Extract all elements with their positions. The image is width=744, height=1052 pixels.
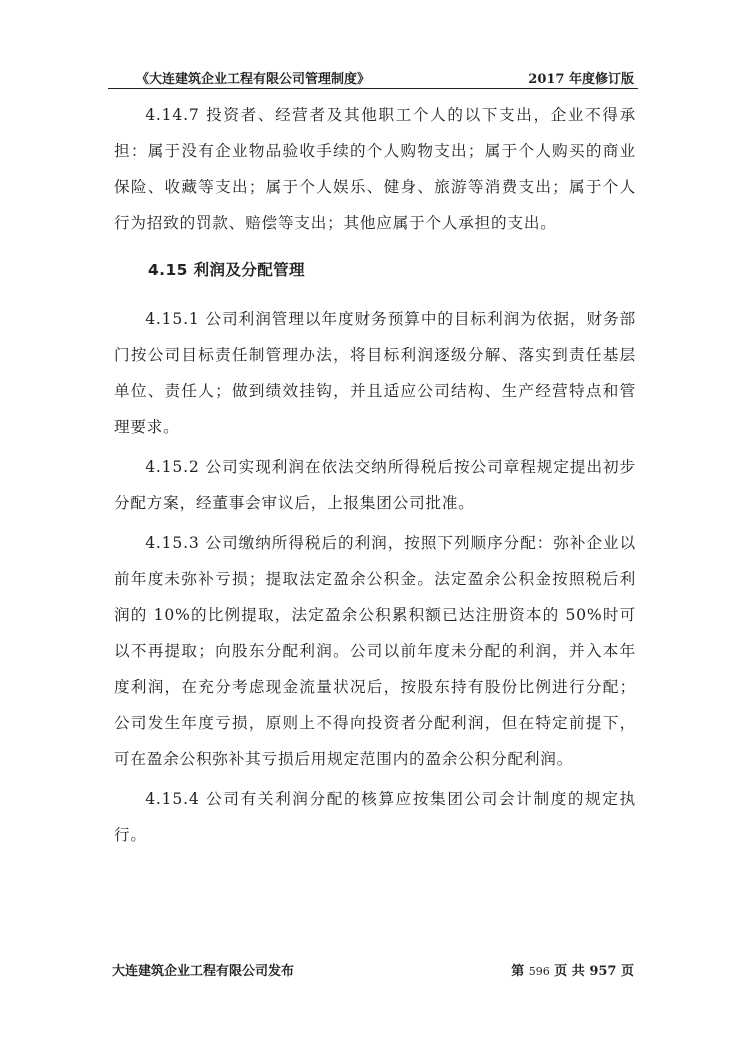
paragraph-4-14-7: 4.14.7 投资者、经营者及其他职工个人的以下支出，企业不得承担：属于没有企业物品验收手续的个人购物支出；属于个人购买的商业保险、收藏等支出；属于个人娱乐、健身、旅游等消费支出；属于个人行为招致的罚款、赔偿等支出；其他应属于个人承担的支出。: [114, 106, 636, 232]
publisher-label: 大连建筑企业工程有限公司发布: [112, 964, 295, 979]
section-heading: 4.15 利润及分配管理: [148, 261, 305, 279]
paragraph-4-15-2: 4.15.2 公司实现利润在依法交纳所得税后按公司章程规定提出初步分配方案，经董事会审议后，上报集团公司批准。: [114, 458, 636, 512]
page-prefix: 第: [511, 964, 529, 979]
document-body: [114, 97, 636, 857]
page-header: [108, 66, 638, 89]
paragraph-4-15-3: 4.15.3 公司缴纳所得税后的利润，按照下列顺序分配：弥补企业以前年度未弥补亏损；提取法定盈余公积金。法定盈余公积金按照税后利润的 10%的比例提取，法定盈余公积累积额已达注册资本的 50%时可以不再提取；向股东分配利润。公司以前年度未分配的利润，并入本年度利润，在充分考虑现金流量状况后，按股东持有股份比例进行分配；公司发生年度亏损，原则上不得向投资者分配利润，但在特定前提下，可在盈余公积弥补其亏损后用规定范围内的盈余公积分配利润。: [114, 534, 636, 768]
paragraph-4-15-4: 4.15.4 公司有关利润分配的核算应按集团公司会计制度的规定执行。: [114, 790, 636, 844]
page-middle: 页 共: [549, 964, 590, 979]
paragraph-4-15-1: 4.15.1 公司利润管理以年度财务预算中的目标利润为依据，财务部门按公司目标责任制管理办法，将目标利润逐级分解、落实到责任基层单位、责任人；做到绩效挂钩，并且适应公司结构、生产经营特点和管理要求。: [114, 310, 636, 436]
page-footer: [108, 958, 638, 982]
revision-label: 2017 年度修订版: [528, 72, 634, 87]
document-title: 《大连建筑企业工程有限公司管理制度》: [136, 72, 371, 87]
page-suffix: 页: [616, 964, 634, 979]
total-pages: 957: [589, 964, 617, 979]
page-number: [511, 960, 634, 979]
current-page: 596: [528, 965, 550, 978]
